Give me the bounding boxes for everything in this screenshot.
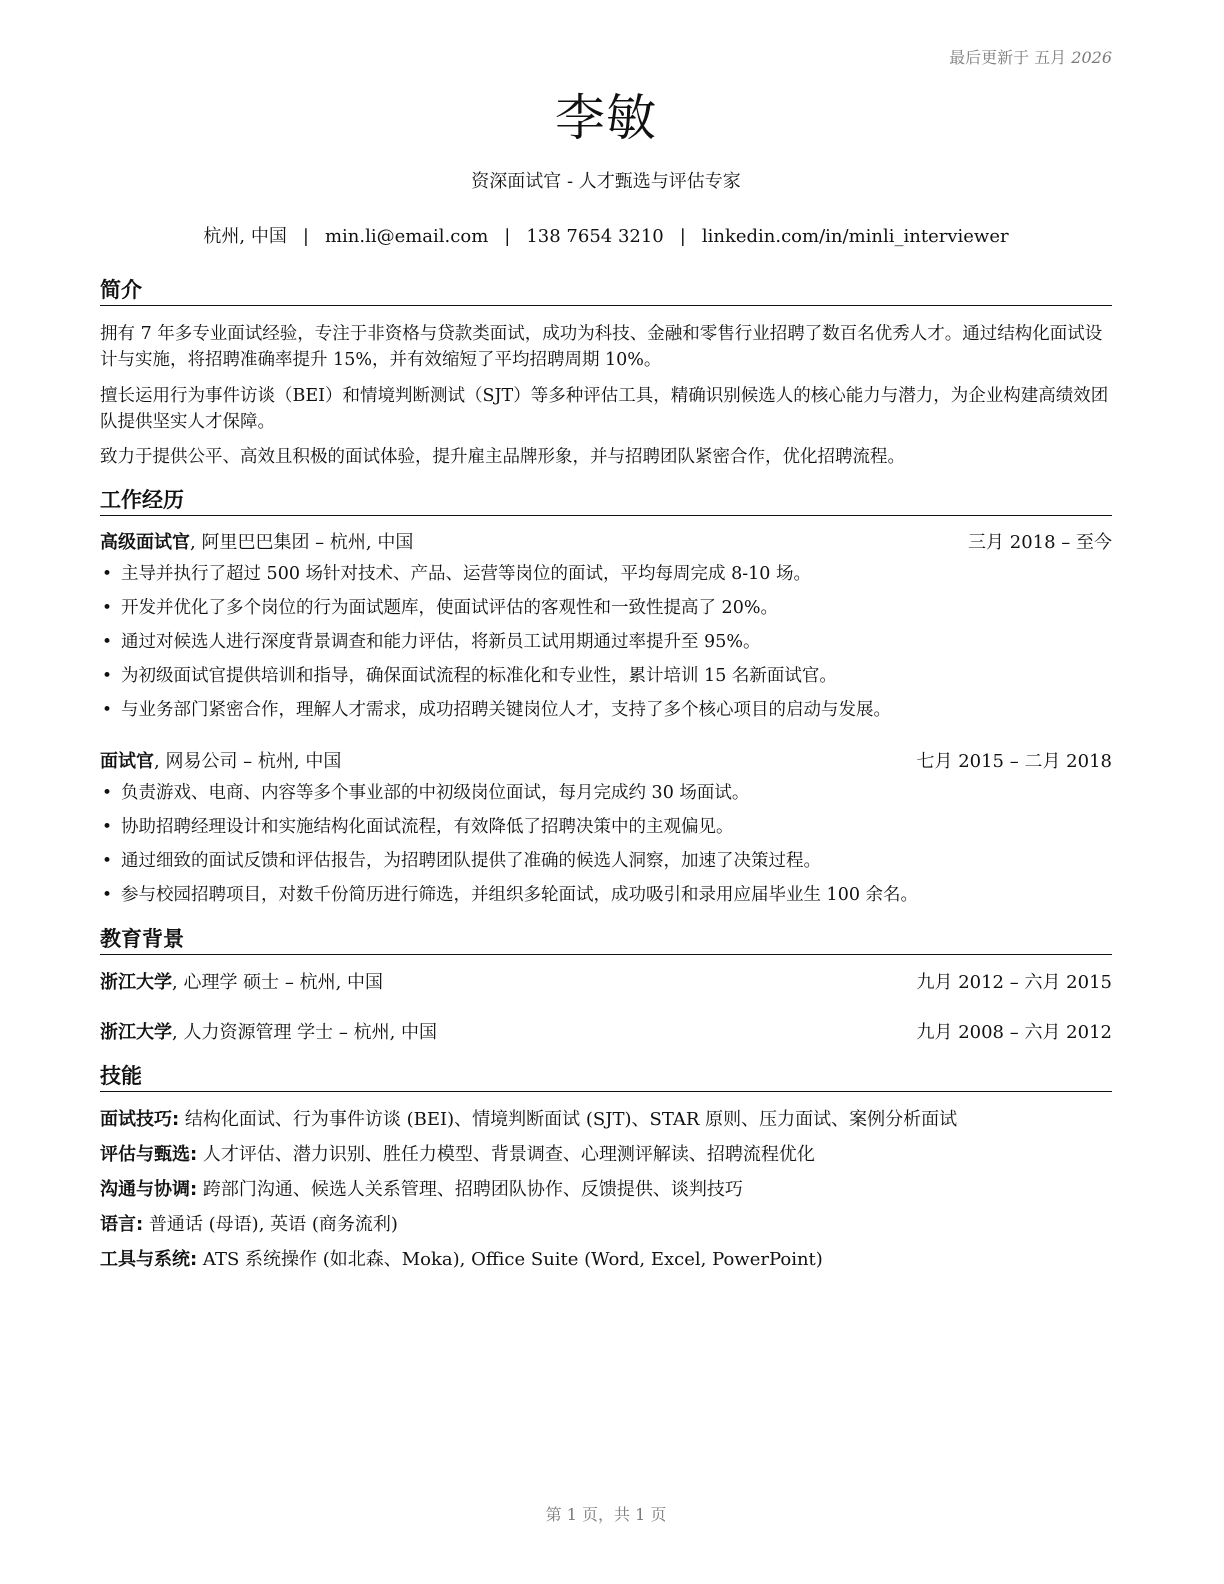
skill-row-language bbox=[100, 1207, 1112, 1242]
contact-separator: | bbox=[504, 226, 511, 247]
page-number: 第 1 页，共 1 页 bbox=[545, 1505, 667, 1524]
list-item-text: 协助招聘经理设计和实施结构化面试流程，有效降低了招聘决策中的主观偏见。 bbox=[121, 817, 734, 837]
job-org: , 网易公司 – 杭州, 中国 bbox=[154, 751, 342, 772]
skill-label: 评估与甄选: bbox=[100, 1144, 198, 1165]
skill-row-assessment bbox=[100, 1137, 1112, 1172]
school-name: 浙江大学 bbox=[100, 972, 172, 993]
summary-paragraph-3: 致力于提供公平、高效且积极的面试体验，提升雇主品牌形象，并与招聘团队紧密合作，优化招聘流程。 bbox=[100, 447, 905, 467]
job-title: 高级面试官 bbox=[100, 532, 190, 553]
bullet-icon: • bbox=[102, 885, 113, 905]
job-title: 面试官 bbox=[100, 751, 154, 772]
summary-heading: 简介 bbox=[100, 277, 1112, 306]
education-entry-2 bbox=[100, 1020, 1112, 1046]
resume-page bbox=[100, 0, 1112, 1584]
contact-linkedin-link[interactable]: linkedin.com/in/minli_interviewer bbox=[701, 226, 1009, 247]
list-item bbox=[100, 810, 1112, 844]
job-2-bullets bbox=[100, 776, 1112, 912]
skill-value: 结构化面试、行为事件访谈 (BEI)、情境判断面试 (SJT)、STAR 原则、压力面试、案例分析面试 bbox=[179, 1109, 958, 1130]
list-item bbox=[100, 557, 1112, 591]
list-item bbox=[100, 776, 1112, 810]
skill-value: 人才评估、潜力识别、胜任力模型、背景调查、心理测评解读、招聘流程优化 bbox=[197, 1144, 815, 1165]
job-entry-1 bbox=[100, 530, 1112, 556]
bullet-icon: • bbox=[102, 700, 113, 720]
job-entry-2-heading bbox=[100, 749, 341, 775]
bullet-icon: • bbox=[102, 564, 113, 584]
skill-label: 面试技巧: bbox=[100, 1109, 180, 1130]
summary-paragraph-2: 擅长运用行为事件访谈（BEI）和情境判断测试（SJT）等多种评估工具，精确识别候选人的核心能力与潜力，为企业构建高绩效团队提供坚实人才保障。 bbox=[100, 386, 1109, 432]
list-item bbox=[100, 659, 1112, 693]
school-name: 浙江大学 bbox=[100, 1022, 172, 1043]
bullet-icon: • bbox=[102, 632, 113, 652]
skill-value: 普通话 (母语), 英语 (商务流利) bbox=[143, 1214, 398, 1235]
skills-heading: 技能 bbox=[100, 1063, 1112, 1092]
contact-email-link[interactable]: min.li@email.com bbox=[324, 226, 489, 247]
degree-detail: , 心理学 硕士 – 杭州, 中国 bbox=[172, 972, 384, 993]
list-item-text: 与业务部门紧密合作，理解人才需求，成功招聘关键岗位人才，支持了多个核心项目的启动与发展。 bbox=[121, 700, 891, 720]
skill-row-interview bbox=[100, 1102, 1112, 1137]
list-item-text: 通过细致的面试反馈和评估报告，为招聘团队提供了准确的候选人洞察，加速了决策过程。 bbox=[121, 851, 821, 871]
education-heading: 教育背景 bbox=[100, 926, 1112, 955]
list-item-text: 负责游戏、电商、内容等多个事业部的中初级岗位面试，每月完成约 30 场面试。 bbox=[121, 783, 750, 803]
list-item bbox=[100, 591, 1112, 625]
list-item bbox=[100, 693, 1112, 727]
summary-paragraph-1: 拥有 7 年多专业面试经验，专注于非资格与贷款类面试，成功为科技、金融和零售行业招聘了数百名优秀人才。通过结构化面试设计与实施，将招聘准确率提升 15%，并有效缩短了平均招聘周期 10%。 bbox=[100, 324, 1103, 370]
skill-label: 语言: bbox=[100, 1214, 144, 1235]
education-entry-1-heading bbox=[100, 970, 383, 996]
skill-label: 沟通与协调: bbox=[100, 1179, 198, 1200]
list-item bbox=[100, 625, 1112, 659]
last-updated-prefix: 最后更新于 五月 bbox=[949, 48, 1067, 67]
contact-phone: 138 7654 3210 bbox=[526, 226, 664, 247]
contact-separator: | bbox=[679, 226, 686, 247]
bullet-icon: • bbox=[102, 598, 113, 618]
candidate-name: 李敏 bbox=[555, 89, 657, 147]
last-updated bbox=[949, 45, 1112, 68]
skill-value: ATS 系统操作 (如北森、Moka), Office Suite (Word, Excel, PowerPoint) bbox=[197, 1249, 823, 1270]
contact-line bbox=[100, 225, 1112, 249]
experience-heading: 工作经历 bbox=[100, 487, 1112, 516]
list-item bbox=[100, 844, 1112, 878]
list-item-text: 开发并优化了多个岗位的行为面试题库，使面试评估的客观性和一致性提高了 20%。 bbox=[121, 598, 778, 618]
contact-separator: | bbox=[302, 226, 309, 247]
skill-label: 工具与系统: bbox=[100, 1249, 198, 1270]
job-1-bullets bbox=[100, 557, 1112, 727]
list-item-text: 主导并执行了超过 500 场针对技术、产品、运营等岗位的面试，平均每周完成 8-10 场。 bbox=[121, 564, 811, 584]
contact-location: 杭州, 中国 bbox=[203, 226, 287, 247]
last-updated-year: 2026 bbox=[1071, 48, 1112, 67]
job-org: , 阿里巴巴集团 – 杭州, 中国 bbox=[190, 532, 414, 553]
bullet-icon: • bbox=[102, 817, 113, 837]
list-item bbox=[100, 878, 1112, 912]
education-dates: 九月 2008 – 六月 2012 bbox=[916, 1022, 1112, 1043]
job-dates: 七月 2015 – 二月 2018 bbox=[916, 751, 1112, 772]
bullet-icon: • bbox=[102, 666, 113, 686]
education-dates: 九月 2012 – 六月 2015 bbox=[916, 972, 1112, 993]
list-item-text: 通过对候选人进行深度背景调查和能力评估，将新员工试用期通过率提升至 95%。 bbox=[121, 632, 761, 652]
job-entry-1-heading bbox=[100, 530, 413, 556]
skill-value: 跨部门沟通、候选人关系管理、招聘团队协作、反馈提供、谈判技巧 bbox=[197, 1179, 743, 1200]
list-item-text: 参与校园招聘项目，对数千份简历进行筛选，并组织多轮面试，成功吸引和录用应届毕业生 100 余名。 bbox=[121, 885, 919, 905]
skill-row-tools bbox=[100, 1242, 1112, 1277]
candidate-title: 资深面试官 - 人才甄选与评估专家 bbox=[471, 171, 741, 192]
education-entry-1 bbox=[100, 970, 1112, 996]
bullet-icon: • bbox=[102, 851, 113, 871]
skill-row-communication bbox=[100, 1172, 1112, 1207]
degree-detail: , 人力资源管理 学士 – 杭州, 中国 bbox=[172, 1022, 438, 1043]
list-item-text: 为初级面试官提供培训和指导，确保面试流程的标准化和专业性，累计培训 15 名新面试官。 bbox=[121, 666, 837, 686]
education-entry-2-heading bbox=[100, 1020, 437, 1046]
job-dates: 三月 2018 – 至今 bbox=[968, 532, 1112, 553]
bullet-icon: • bbox=[102, 783, 113, 803]
job-entry-2 bbox=[100, 749, 1112, 775]
